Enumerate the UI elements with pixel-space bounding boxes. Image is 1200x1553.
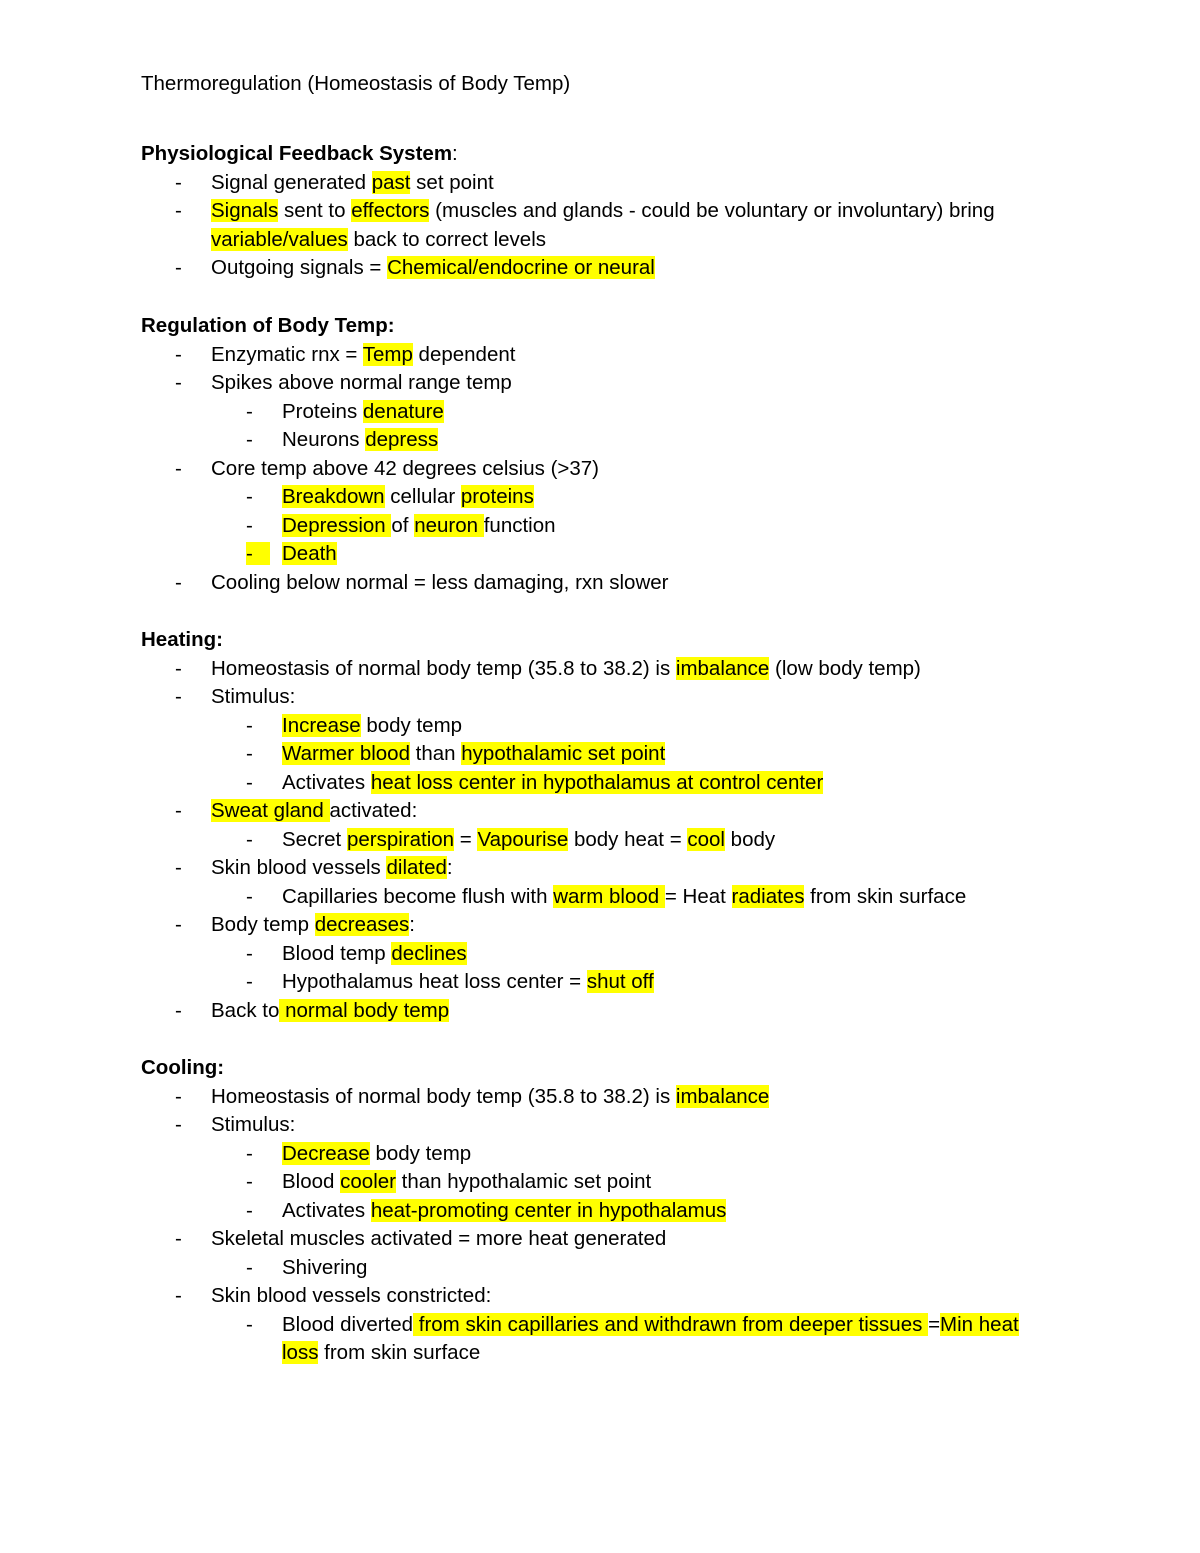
list-item xyxy=(282,740,665,769)
highlighted-text: variable/values xyxy=(211,227,348,251)
section-heading-cooling xyxy=(141,1054,224,1082)
text-run: Capillaries become flush with xyxy=(282,884,554,908)
bullet-dash: - xyxy=(246,742,253,765)
list-item xyxy=(211,655,921,684)
highlighted-text: warm blood xyxy=(553,884,665,908)
highlighted-text: Increase xyxy=(282,713,361,737)
list-item xyxy=(282,512,556,541)
text-run: Activates xyxy=(282,1198,371,1222)
list-item xyxy=(282,940,467,969)
text-run: body heat = xyxy=(568,827,688,851)
bullet-dash: - xyxy=(175,1227,182,1250)
text-run: Homeostasis of normal body temp (35.8 to 38.2) is xyxy=(211,1084,676,1108)
text-run: body temp xyxy=(360,713,463,737)
bullet-dash: - xyxy=(175,199,182,222)
list-item xyxy=(282,968,654,997)
highlighted-text: Depression xyxy=(282,513,392,537)
text-run: set point xyxy=(410,170,494,194)
highlighted-text: dilated xyxy=(386,856,447,879)
bullet-dash: - xyxy=(175,170,182,194)
highlighted-text: declines xyxy=(391,941,467,965)
text-run: Neurons xyxy=(282,428,366,451)
section-heading-text: Physiological Feedback System xyxy=(141,142,453,165)
text-run: (muscles and glands - could be voluntary or involuntary) bring xyxy=(429,199,995,222)
text-run: Hypothalamus heat loss center = xyxy=(282,970,587,993)
text-run: body xyxy=(724,827,776,851)
text-run: dependent xyxy=(412,342,516,366)
highlighted-text: cool xyxy=(687,827,725,851)
section-heading-suffix: : xyxy=(452,142,458,165)
text-run: from skin surface xyxy=(804,884,967,908)
list-item xyxy=(282,1254,367,1283)
highlighted-text: from skin capillaries and withdrawn from deeper tissues xyxy=(413,1312,929,1336)
highlighted-text: Min heat xyxy=(940,1312,1019,1336)
highlighted-text: cooler xyxy=(340,1170,396,1193)
list-item xyxy=(211,1083,769,1112)
text-run: from skin surface xyxy=(318,1341,481,1364)
highlighted-text: perspiration xyxy=(346,827,455,851)
highlighted-text: heat-promoting center in hypothalamus xyxy=(370,1198,727,1222)
text-run: Core temp above 42 degrees celsius (>37) xyxy=(211,456,600,480)
list-item xyxy=(211,169,494,198)
list-item xyxy=(282,483,534,512)
bullet-dash: - xyxy=(246,1170,253,1193)
highlighted-text: proteins xyxy=(460,485,534,508)
list-item xyxy=(282,426,438,455)
list-item xyxy=(211,369,512,398)
text-run: back to correct levels xyxy=(347,227,546,251)
highlighted-text: radiates xyxy=(731,884,805,908)
section-heading-text: Cooling: xyxy=(141,1056,225,1079)
bullet-dash: - xyxy=(246,428,253,451)
list-item xyxy=(282,1197,726,1226)
text-run: Stimulus: xyxy=(211,1113,296,1136)
text-run: Proteins xyxy=(282,399,363,423)
text-run: body temp xyxy=(369,1141,472,1165)
list-item xyxy=(211,683,295,712)
text-run: function xyxy=(483,513,556,537)
highlighted-text: normal body temp xyxy=(279,998,450,1022)
bullet-dash: - xyxy=(175,1113,182,1136)
bullet-dash: - xyxy=(175,685,182,708)
text-run: than xyxy=(409,742,462,765)
text-run: Spikes above normal range temp xyxy=(211,371,512,394)
bullet-dash: - xyxy=(175,1284,182,1307)
list-item xyxy=(282,712,462,741)
text-run: Body temp xyxy=(211,913,315,936)
bullet-dash: - xyxy=(246,1198,253,1222)
list-item-continuation xyxy=(282,1339,480,1368)
text-run: = xyxy=(454,827,478,851)
text-run: Activates xyxy=(282,770,371,794)
list-item xyxy=(282,1311,1019,1340)
highlighted-text: Sweat gland xyxy=(211,799,330,822)
list-item xyxy=(211,997,449,1026)
bullet-dash: - xyxy=(175,998,182,1022)
list-item xyxy=(282,540,337,569)
highlighted-text: imbalance xyxy=(675,1084,770,1108)
text-run: Blood xyxy=(282,1170,341,1193)
text-run: Secret xyxy=(282,827,347,851)
list-item xyxy=(211,1282,491,1311)
list-item xyxy=(211,797,417,826)
text-run: Skeletal muscles activated = more heat generated xyxy=(211,1227,667,1250)
highlighted-text: Warmer blood xyxy=(282,742,410,765)
highlighted-text: denature xyxy=(362,399,444,423)
section-heading-text: Regulation of Body Temp: xyxy=(141,314,395,337)
bullet-dash: - xyxy=(246,1141,253,1165)
bullet-dash: - xyxy=(175,913,182,936)
text-run: : xyxy=(409,913,415,936)
bullet-dash: - xyxy=(175,456,182,480)
list-item xyxy=(211,455,599,484)
highlighted-text: loss xyxy=(282,1341,319,1364)
bullet-dash: - xyxy=(246,827,253,851)
list-item xyxy=(211,254,655,283)
bullet-dash: - xyxy=(246,1312,253,1336)
bullet-dash: - xyxy=(175,342,182,366)
highlighted-text: neuron xyxy=(414,513,484,537)
text-run: Cooling below normal = less damaging, rxn slower xyxy=(211,570,669,594)
highlighted-text: shut off xyxy=(586,970,654,993)
list-item xyxy=(211,197,995,226)
list-item xyxy=(282,1168,651,1197)
bullet-dash: - xyxy=(246,770,253,794)
list-item xyxy=(211,569,669,598)
text-run: than hypothalamic set point xyxy=(395,1170,652,1193)
text-run: Signal generated xyxy=(211,170,372,194)
highlighted-text: heat loss center in hypothalamus at control center xyxy=(370,770,824,794)
text-run: Outgoing signals = xyxy=(211,256,388,279)
text-run: Homeostasis of normal body temp (35.8 to 38.2) is xyxy=(211,656,676,680)
highlighted-text: Breakdown xyxy=(282,485,385,508)
list-item xyxy=(211,341,515,370)
bullet-dash: - xyxy=(175,799,182,822)
text-run: (low body temp) xyxy=(769,656,921,680)
bullet-dash: - xyxy=(175,656,182,680)
bullet-dash: - xyxy=(246,970,253,993)
text-run: of xyxy=(391,513,415,537)
highlighted-text: Temp xyxy=(362,342,413,366)
text-run: Stimulus: xyxy=(211,685,296,708)
text-run: : xyxy=(446,856,453,879)
list-item xyxy=(211,1225,666,1254)
highlighted-text: effectors xyxy=(351,199,430,222)
list-item xyxy=(211,911,415,940)
highlighted-text: Chemical/endocrine or neural xyxy=(387,256,655,279)
section-heading-physiological-feedback-system xyxy=(141,140,458,168)
section-heading-heating xyxy=(141,626,223,654)
bullet-dash: - xyxy=(175,570,182,594)
list-item xyxy=(211,1111,295,1140)
list-item xyxy=(211,854,453,883)
highlighted-text: Decrease xyxy=(282,1141,370,1165)
bullet-dash: - xyxy=(246,399,253,423)
highlighted-text: Signals xyxy=(211,199,279,222)
section-heading-regulation-of-body-temp xyxy=(141,312,395,340)
section-heading-text: Heating: xyxy=(141,628,223,651)
bullet-dash: - xyxy=(175,371,182,394)
page-title: Thermoregulation (Homeostasis of Body Temp) xyxy=(141,72,571,95)
text-run: activated: xyxy=(329,799,418,822)
list-item xyxy=(282,769,823,798)
text-run: Blood diverted xyxy=(282,1312,414,1336)
bullet-dash: - xyxy=(246,513,253,537)
bullet-dash: - xyxy=(246,1255,253,1279)
list-item-continuation xyxy=(211,226,546,255)
text-run: Enzymatic rnx = xyxy=(211,342,363,366)
text-run: = Heat xyxy=(664,884,732,908)
highlighted-text: hypothalamic set point xyxy=(461,742,666,765)
text-run: sent to xyxy=(278,199,352,222)
text-run: Back to xyxy=(211,998,280,1022)
highlighted-text: depress xyxy=(365,428,439,451)
highlighted-text: imbalance xyxy=(675,656,770,680)
highlighted-text: Death xyxy=(282,542,337,565)
highlighted-text: decreases xyxy=(314,913,410,936)
text-run: = xyxy=(928,1312,941,1336)
bullet-dash: - xyxy=(175,856,182,879)
list-item xyxy=(282,883,966,912)
highlighted-text: past xyxy=(371,170,411,194)
bullet-dash: - xyxy=(246,542,270,565)
text-run: cellular xyxy=(384,485,461,508)
text-run: Skin blood vessels constricted: xyxy=(211,1284,492,1307)
bullet-dash: - xyxy=(246,941,253,965)
bullet-dash: - xyxy=(175,1084,182,1108)
text-run: Shivering xyxy=(282,1255,368,1279)
list-item xyxy=(282,398,444,427)
bullet-dash: - xyxy=(246,713,253,737)
bullet-dash: - xyxy=(246,884,253,908)
list-item xyxy=(282,1140,471,1169)
bullet-dash: - xyxy=(246,485,253,508)
text-run: Blood temp xyxy=(282,941,392,965)
highlighted-text: Vapourise xyxy=(477,827,569,851)
bullet-dash: - xyxy=(175,256,182,279)
text-run: Skin blood vessels xyxy=(211,856,387,879)
list-item xyxy=(282,826,775,855)
